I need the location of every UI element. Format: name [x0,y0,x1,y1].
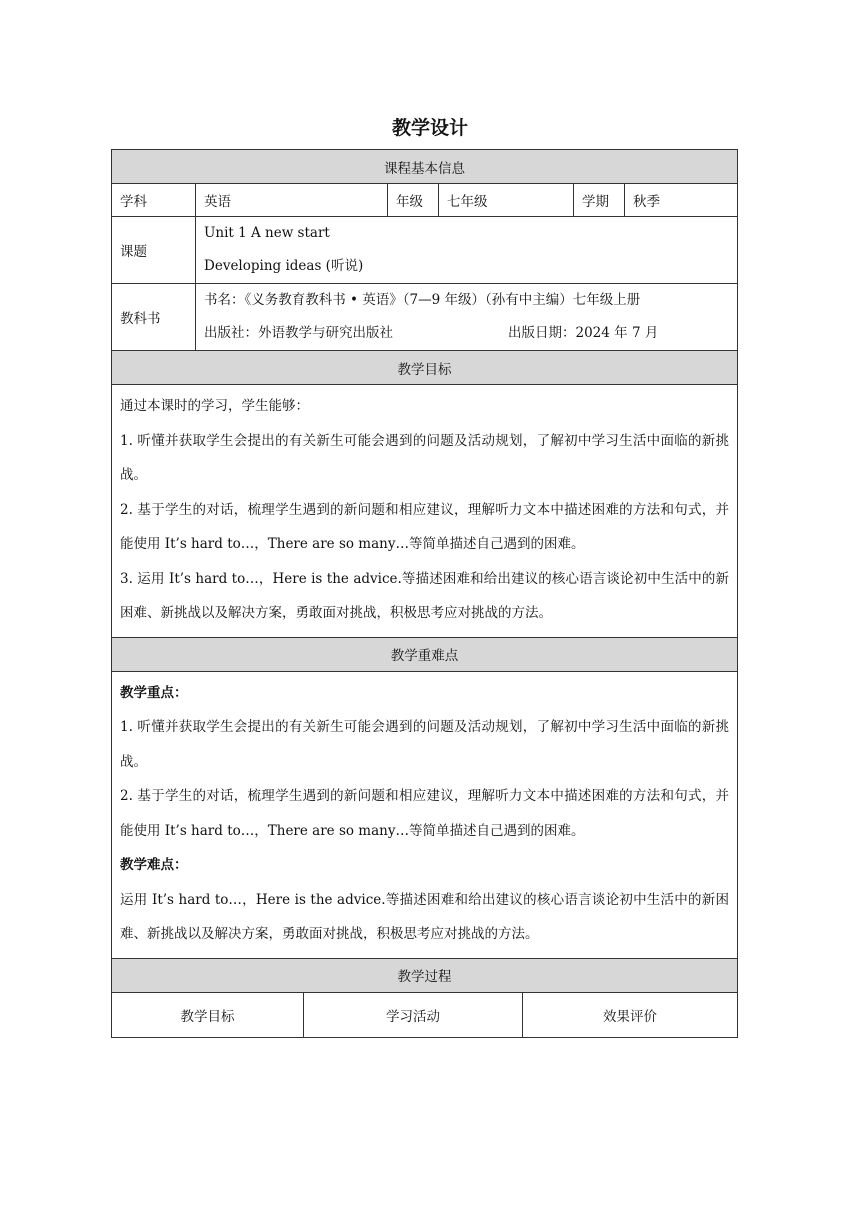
objective-item: 3. 运用 It’s hard to…，Here is the advice.等描述困难和给出建议的核心语言谈论初中生活中的新困难、新挑战以及解决方案，勇敢面对挑战，积极思考应对挑战的方法。 [120,570,729,621]
lesson-plan-table [111,149,738,1038]
topic-row [112,217,738,284]
textbook-label: 教科书 [112,284,196,351]
term-label: 学期 [574,184,625,217]
difficulty-label: 教学难点： [120,857,188,873]
process-column-activity: 学习活动 [304,992,523,1037]
topic-line-2: Developing ideas (听说) [204,258,364,274]
publisher: 出版社：外语教学与研究出版社 [204,325,393,341]
key-points-row [112,671,738,958]
textbook-row [112,284,738,351]
process-column-evaluation: 效果评价 [523,992,738,1037]
topic-label: 课题 [112,217,196,284]
objective-item: 1. 听懂并获取学生会提出的有关新生可能会遇到的问题及活动规划，了解初中学习生活中面临的新挑战。 [120,432,729,483]
key-points-header: 教学重难点 [112,637,738,671]
process-columns-row [112,992,738,1037]
objectives-row [112,385,738,638]
document-title: 教学设计 [391,117,468,139]
basic-info-row [112,184,738,217]
topic-line-1: Unit 1 A new start [204,225,330,241]
objectives-intro: 通过本课时的学习，学生能够： [120,398,309,414]
key-points-content [112,671,738,958]
focus-label: 教学重点： [120,684,188,701]
focus-item: 1. 听懂并获取学生会提出的有关新生可能会遇到的问题及活动规划，了解初中学习生活中面临的新挑战。 [120,719,729,770]
grade-label: 年级 [388,184,439,217]
objective-item: 2. 基于学生的对话，梳理学生遇到的新问题和相应建议，理解听力文本中描述困难的方法和句式，并能使用 It’s hard to…，There are so many…等简单描述自己遇到的困难。 [120,501,729,552]
topic-value [196,217,738,284]
publish-date: 出版日期：2024 年 7 月 [508,325,659,341]
basic-info-header: 课程基本信息 [112,150,738,184]
objectives-header: 教学目标 [112,351,738,385]
textbook-name: 书名：《义务教育教科书 • 英语》（7—9 年级）（孙有中主编）七年级上册 [204,292,641,308]
grade-value: 七年级 [439,184,574,217]
difficulty-text: 运用 It’s hard to…，Here is the advice.等描述困难和给出建议的核心语言谈论初中生活中的新困难、新挑战以及解决方案，勇敢面对挑战，积极思考应对挑战的方法。 [120,891,729,942]
focus-item: 2. 基于学生的对话，梳理学生遇到的新问题和相应建议，理解听力文本中描述困难的方法和句式，并能使用 It’s hard to…，There are so many…等简单描述自己遇到的困难。 [120,788,729,839]
publisher-line [204,317,729,350]
objectives-content [112,385,738,638]
subject-value: 英语 [196,184,388,217]
process-header: 教学过程 [112,958,738,992]
textbook-value [196,284,738,351]
subject-label: 学科 [112,184,196,217]
process-column-objective: 教学目标 [112,992,304,1037]
term-value: 秋季 [625,184,738,217]
